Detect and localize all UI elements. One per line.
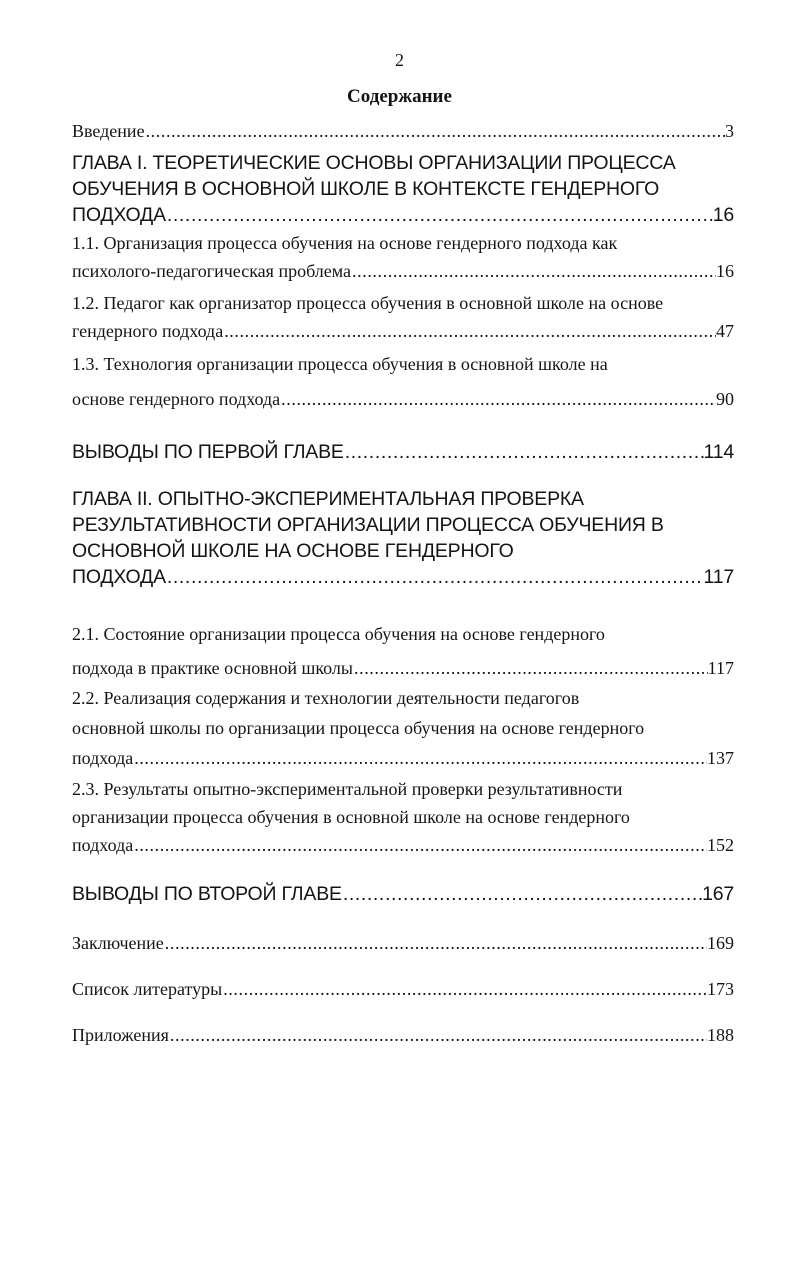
toc-entry-page: 117 — [703, 566, 734, 588]
dot-leader — [169, 1021, 707, 1049]
toc-entry-chapter-2 — [72, 486, 734, 590]
toc-entry-line: 2.1. Состояние организации процесса обучения на основе гендерного — [72, 624, 605, 644]
toc-entry-text: Список литературы — [72, 979, 223, 999]
toc-entry-page: 152 — [707, 835, 734, 855]
toc-entry-page: 188 — [707, 1025, 734, 1045]
toc-entry-chapter-1-conclusions — [72, 439, 734, 465]
toc-entry-page: 90 — [716, 389, 734, 409]
toc-entry-text: Заключение — [72, 933, 164, 953]
toc-entry-chapter-2-conclusions — [72, 881, 734, 907]
toc-entry-section-1-1 — [72, 229, 734, 285]
toc-entry-text: Приложения — [72, 1025, 169, 1045]
dot-leader — [223, 317, 716, 345]
toc-entry-text: подхода — [72, 835, 134, 855]
toc-entry-text: ВЫВОДЫ ПО ПЕРВОЙ ГЛАВЕ — [72, 441, 344, 463]
toc-entry-line: 1.2. Педагог как организатор процесса обучения в основной школе на основе — [72, 293, 664, 313]
toc-entry-line: РЕЗУЛЬТАТИВНОСТИ ОРГАНИЗАЦИИ ПРОЦЕССА ОБУЧЕНИЯ В — [72, 514, 664, 536]
toc-entry-line: ОСНОВНОЙ ШКОЛЕ НА ОСНОВЕ ГЕНДЕРНОГО — [72, 540, 514, 562]
toc-entry-page: 114 — [703, 441, 734, 463]
dot-leader — [164, 929, 707, 957]
dot-leader — [353, 651, 708, 685]
toc-entry-line: основной школы по организации процесса обучения на основе гендерного — [72, 718, 645, 738]
toc-entry-section-1-2 — [72, 289, 734, 345]
toc-entry-page: 3 — [725, 121, 734, 141]
table-of-contents-title: Содержание — [347, 86, 452, 107]
toc-entry-text: подхода в практике основной школы — [72, 658, 353, 678]
toc-entry-text: ВЫВОДЫ ПО ВТОРОЙ ГЛАВЕ — [72, 883, 342, 905]
toc-entry-line: 2.2. Реализация содержания и технологии деятельности педагогов — [72, 688, 580, 708]
toc-entry-page: 47 — [716, 321, 734, 341]
toc-entry-line: ГЛАВА II. ОПЫТНО-ЭКСПЕРИМЕНТАЛЬНАЯ ПРОВЕРКА — [72, 488, 584, 510]
toc-entry-conclusion — [72, 929, 734, 957]
toc-entry-page: 167 — [702, 883, 734, 905]
toc-entry-line: ГЛАВА I. ТЕОРЕТИЧЕСКИЕ ОСНОВЫ ОРГАНИЗАЦИИ ПРОЦЕССА — [72, 152, 676, 174]
toc-entry-line: организации процесса обучения в основной школе на основе гендерного — [72, 807, 630, 827]
dot-leader — [166, 202, 713, 228]
toc-entry-page: 16 — [712, 204, 734, 226]
dot-leader — [280, 383, 716, 415]
toc-entry-page: 16 — [716, 261, 734, 281]
toc-entry-text: ПОДХОДА — [72, 566, 166, 588]
toc-entry-page: 173 — [707, 979, 734, 999]
toc-entry-bibliography — [72, 975, 734, 1003]
dot-leader — [133, 831, 707, 859]
toc-entry-line: 2.3. Результаты опытно-экспериментальной проверки результативности — [72, 779, 623, 799]
dot-leader — [351, 257, 716, 285]
dot-leader — [166, 564, 704, 590]
dot-leader — [342, 881, 702, 907]
toc-entry-line: 1.3. Технология организации процесса обучения в основной школе на — [72, 354, 608, 374]
toc-entry-text: Введение — [72, 121, 145, 141]
dot-leader — [133, 743, 707, 773]
toc-entry-section-1-3 — [72, 348, 734, 415]
toc-entry-text: ПОДХОДА — [72, 204, 166, 226]
toc-entry-line: 1.1. Организация процесса обучения на основе гендерного подхода как — [72, 233, 618, 253]
toc-entry-chapter-1 — [72, 150, 734, 228]
toc-entry-text: психолого-педагогическая проблема — [72, 261, 352, 281]
toc-entry-page: 117 — [707, 658, 734, 678]
page-number: 2 — [395, 50, 404, 70]
toc-entry-text: подхода — [72, 748, 134, 768]
toc-entry-appendices — [72, 1021, 734, 1049]
dot-leader — [145, 117, 725, 145]
toc-entry-page: 137 — [707, 748, 734, 768]
toc-entry-introduction — [72, 117, 734, 145]
toc-entry-page: 169 — [707, 933, 734, 953]
toc-entry-line: ОБУЧЕНИЯ В ОСНОВНОЙ ШКОЛЕ В КОНТЕКСТЕ ГЕНДЕРНОГО — [72, 178, 660, 200]
dot-leader — [222, 975, 707, 1003]
toc-entry-section-2-3 — [72, 775, 734, 859]
toc-entry-text: гендерного подхода — [72, 321, 224, 341]
toc-entry-section-2-1 — [72, 617, 734, 685]
toc-entry-section-2-2 — [72, 683, 734, 773]
toc-entry-text: основе гендерного подхода — [72, 389, 281, 409]
dot-leader — [344, 439, 704, 465]
